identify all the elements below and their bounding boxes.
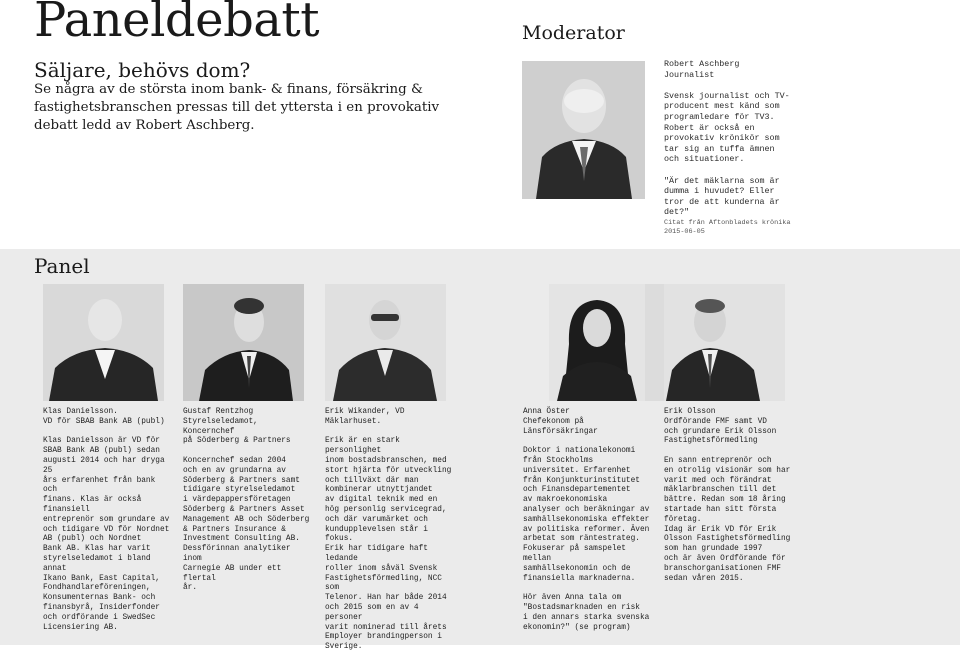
panelist-photo-anna-oster [549, 284, 670, 401]
panelist-bio: Klas Danielsson är VD för SBAB Bank AB (publ) sedan augusti 2014 och har dryga 25 års erfarenhet från bank och finans. Klas är också finansiell entreprenör som grundare av och tidigare VD för Nordnet AB (publ) och Nordnet Bank AB. Klas har varit styrelseledamot i bland annat Ikano Bank, East Capital, Fondhandlareföreningen, Konsumenternas Bank- och finansbyrå, Insiderfonder och ordförande i SwedSec Licensiering AB. [43, 437, 170, 632]
panelist-gustaf-rentzhog [183, 408, 313, 594]
page-title: Paneldebatt [34, 0, 319, 48]
moderator-bio: Svensk journalist och TV-producent mest känd som programledare för TV3. Robert är också en provokativ krönikör som tar sig an tuffa ämnen och situationer. [664, 90, 790, 165]
panelist-bio: Koncernchef sedan 2004 och en av grundarna av Söderberg & Partners samt tidigare styrelseledamot i värdepappersföretagen Söderberg & Partners Asset Management AB och Söderberg & Partners Insurance & Investment Consulting AB. Dessförinnan analytiker inom Carnegie AB under ett flertal år. [183, 456, 310, 593]
panelist-role: Chefekonom på Länsförsäkringar [523, 417, 598, 436]
panelist-photo-erik-olsson [664, 284, 785, 401]
panelist-role: VD för SBAB Bank AB (publ) [43, 417, 165, 426]
panelist-photo-klas-danielsson [43, 284, 164, 401]
panelist-role: Styrelseledamot, Koncernchef på Söderberg & Partners [183, 417, 291, 446]
panelist-bio: Erik är en stark personlighet inom bostadsbranschen, med stort hjärta för utveckling och tillväxt där man kombinerar utnyttjandet av digital teknik med en hög personlig servicegrad, och där varumärket och kundupplevelsen står i fokus. Erik har tidigare haft ledande roller inom såväl Svensk Fastighetsförmedling, NCC som Telenor. Han har både 2014 och 2015 som en av 4 personer varit nominerad till årets Employer brandingperson i Sverige. [325, 437, 452, 652]
moderator-info [664, 59, 792, 248]
panelist-bio: En sann entreprenör och en otrolig visionär som har varit med och förändrat mäklarbranschen till det bättre. Redan som 18 åring startade han sitt första företag. Idag är Erik VD för Erik Olsson Fastighetsförmedling som han grundade 1997 och är även Ordförande för branschorganisationen FMF sedan våren 2015. [664, 456, 791, 583]
panelist-name: Anna Öster [523, 408, 570, 416]
moderator-role: Journalist [664, 69, 715, 80]
moderator-name: Robert Aschberg [664, 59, 740, 69]
panelist-erik-wikander [325, 408, 455, 653]
panelist-photo-gustaf-rentzhog [183, 284, 304, 401]
panelist-erik-olsson [664, 408, 794, 584]
panelist-role: Mäklarhuset. [325, 417, 382, 426]
moderator-citation: Citat från Aftonbladets krönika 2015-06-05 [664, 218, 791, 236]
panelist-name: Gustaf Rentzhog [183, 408, 254, 416]
moderator-heading: Moderator [522, 22, 625, 44]
panelist-role: Ordförande FMF samt VD och grundare Erik Olsson Fastighetsförmedling [664, 417, 777, 446]
panelist-bio: Doktor i nationalekonomi från Stockholms universitet. Erfarenhet från Konjunkturinstitutet och Finansdepartementet av makroekonomiska analyser och beräkningar av samhällsekonomiska effekter av politiska reformer. Även arbetat som räntestrateg. Fokuserar på samspelet mellan samhällsekonomin och de finansiella marknaderna. Hör även Anna tala om "Bostadsmarknaden en risk i den annars starka svenska ekonomin?" (se program) [523, 447, 650, 632]
panelist-name: Erik Wikander, VD [325, 408, 405, 416]
panel-heading: Panel [34, 254, 90, 278]
panelist-anna-oster [523, 408, 653, 633]
panelist-klas-danielsson [43, 408, 171, 633]
page-subtitle: Säljare, behövs dom? [34, 58, 251, 82]
moderator-quote: "Är det mäklarna som är dumma i huvudet? Eller tror de att kunderna är det?" [664, 175, 780, 218]
panelist-photo-erik-wikander [325, 284, 446, 401]
moderator-photo [522, 61, 645, 199]
panelist-name: Klas Danielsson. [43, 408, 118, 416]
panelist-name: Erik Olsson [664, 408, 716, 416]
intro-text: Se några av de största inom bank- & finans, försäkring & fastighetsbranschen pressas till det yttersta i en provokativ debatt ledd av Robert Aschberg. [34, 82, 440, 133]
